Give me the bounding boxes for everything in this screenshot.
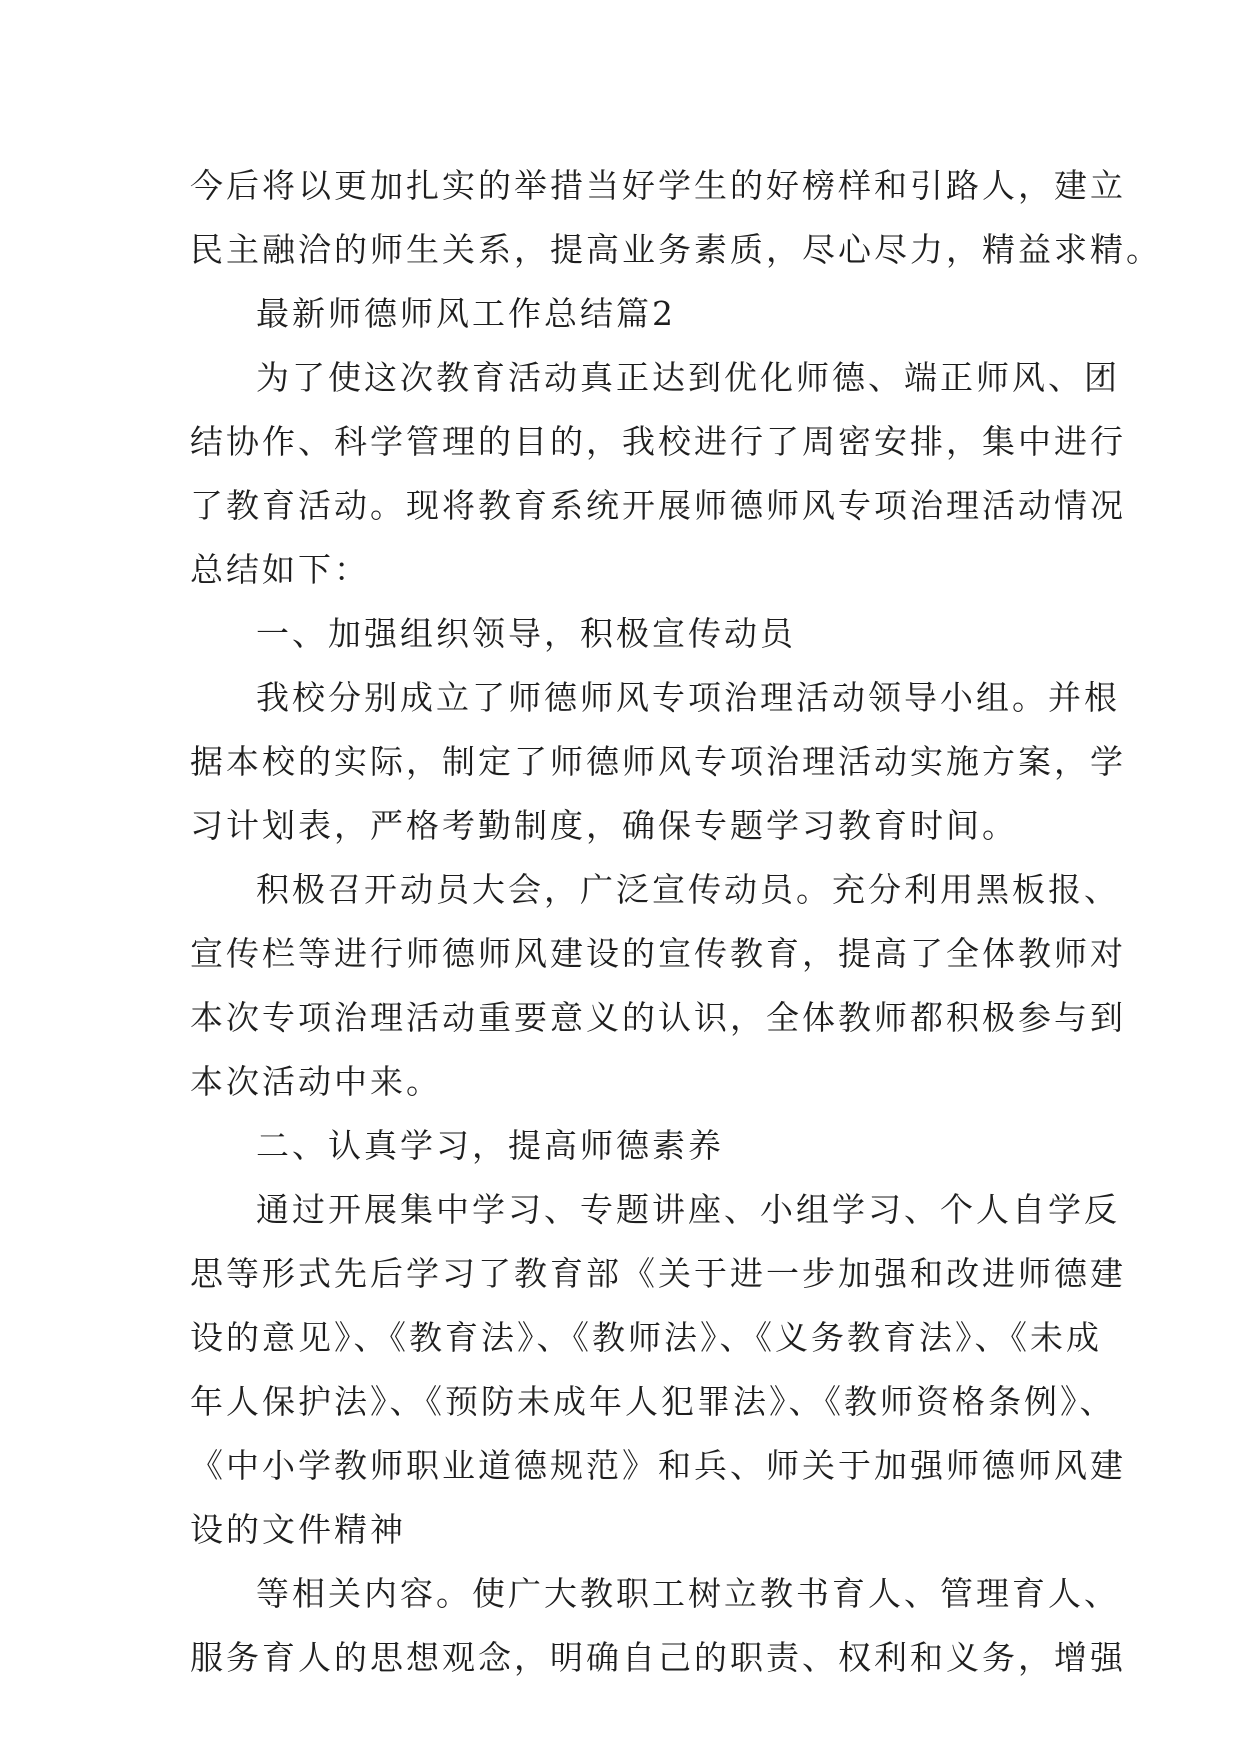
text-line: 宣传栏等进行师德师风建设的宣传教育，提高了全体教师对 xyxy=(190,934,1126,973)
section-heading: 最新师德师风工作总结篇2 xyxy=(256,294,676,333)
text-line: 今后将以更加扎实的举措当好学生的好榜样和引路人，建立 xyxy=(190,166,1126,205)
text-line: 总结如下： xyxy=(190,550,370,589)
text-line: 等相关内容。使广大教职工树立教书育人、管理育人、 xyxy=(256,1574,1120,1613)
text-line: 年人保护法》、《预防未成年人犯罪法》、《教师资格条例》、 xyxy=(190,1382,1116,1421)
text-line: 《中小学教师职业道德规范》和兵、师关于加强师德师风建 xyxy=(190,1446,1126,1485)
text-line: 积极召开动员大会，广泛宣传动员。充分利用黑板报、 xyxy=(256,870,1120,909)
text-line: 结协作、科学管理的目的，我校进行了周密安排，集中进行 xyxy=(190,422,1126,461)
text-line: 设的文件精神 xyxy=(190,1510,406,1549)
text-line: 设的意见》、《教育法》、《教师法》、《义务教育法》、《未成 xyxy=(190,1318,1102,1357)
text-line: 习计划表，严格考勤制度，确保专题学习教育时间。 xyxy=(190,806,1018,845)
text-line: 我校分别成立了师德师风专项治理活动领导小组。并根 xyxy=(256,678,1120,717)
text-line: 民主融洽的师生关系，提高业务素质，尽心尽力，精益求精。 xyxy=(190,230,1162,269)
text-line: 通过开展集中学习、专题讲座、小组学习、个人自学反 xyxy=(256,1190,1120,1229)
text-line: 据本校的实际，制定了师德师风专项治理活动实施方案，学 xyxy=(190,742,1126,781)
text-line: 服务育人的思想观念，明确自己的职责、权利和义务，增强 xyxy=(190,1638,1126,1677)
text-line: 了教育活动。现将教育系统开展师德师风专项治理活动情况 xyxy=(190,486,1126,525)
text-line: 本次活动中来。 xyxy=(190,1062,442,1101)
section-heading: 二、认真学习，提高师德素养 xyxy=(256,1126,724,1165)
text-line: 为了使这次教育活动真正达到优化师德、端正师风、团 xyxy=(256,358,1120,397)
text-line: 本次专项治理活动重要意义的认识，全体教师都积极参与到 xyxy=(190,998,1126,1037)
section-heading: 一、加强组织领导，积极宣传动员 xyxy=(256,614,796,653)
document-body xyxy=(190,154,1162,1690)
text-line: 思等形式先后学习了教育部《关于进一步加强和改进师德建 xyxy=(190,1254,1126,1293)
